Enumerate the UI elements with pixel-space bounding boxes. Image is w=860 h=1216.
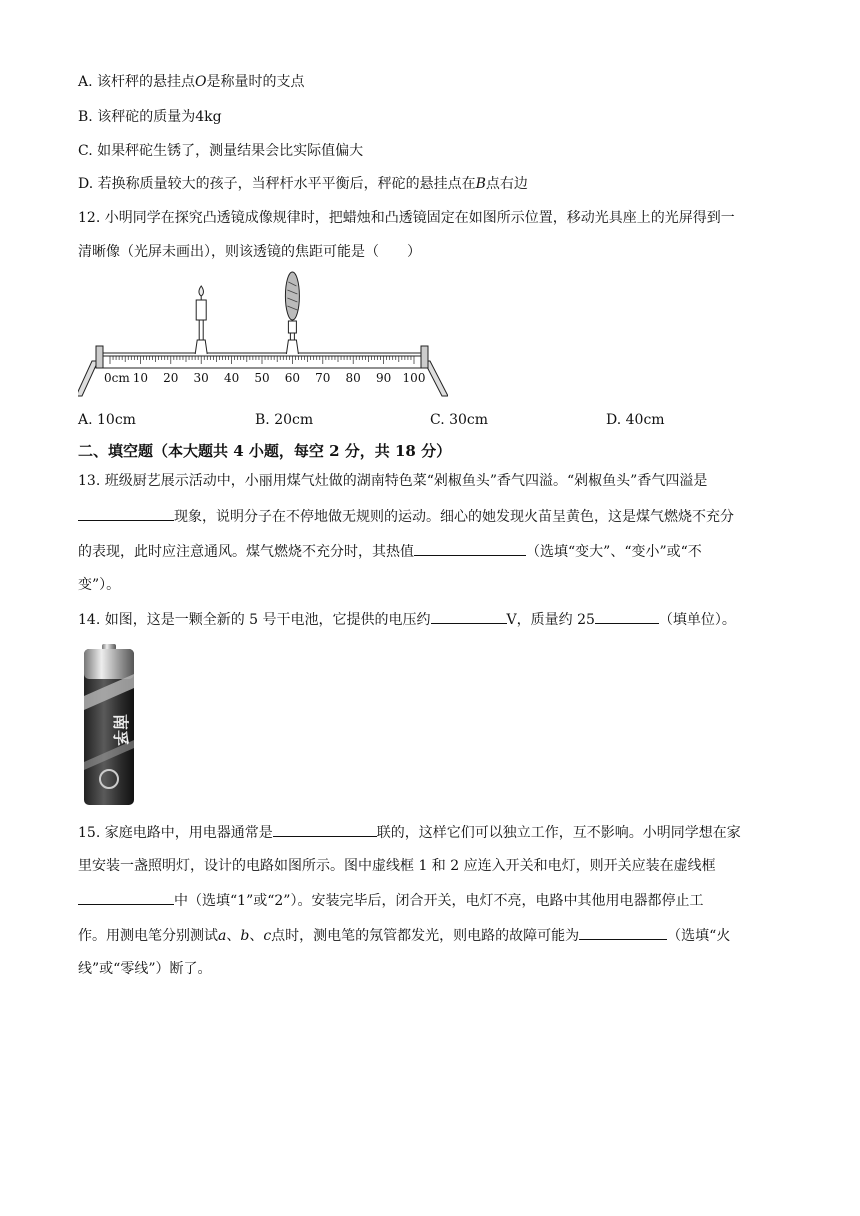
q11-option-a [78, 72, 305, 92]
scale-label: 20 [163, 371, 179, 385]
convex-lens [285, 272, 299, 354]
q15-stem-line4 [78, 925, 730, 946]
q13-line3-text-end: （选填“变大”、“变小”或“不 [526, 544, 702, 560]
lens-body [285, 272, 299, 320]
scale-label: 10 [132, 371, 149, 385]
q13-blank-1[interactable] [78, 506, 174, 521]
q11-option-c: C. 如果秤砣生锈了，测量结果会比实际值偏大 [78, 143, 364, 159]
point-b-label: B [475, 176, 486, 192]
lens-stand [286, 340, 298, 354]
q15-blank-1[interactable] [273, 822, 377, 837]
q11-option-b: B. 该秤砣的质量为4kg [78, 109, 222, 125]
q11-option-d-text: D. 若换称质量较大的孩子，当秤杆水平平衡后，秤砣的悬挂点在 [78, 176, 476, 192]
left-leg [78, 361, 98, 396]
point-a-label: a [218, 928, 227, 944]
q13-line2-text: 现象，说明分子在不停地做无规则的运动。细心的她发现火苗呈黄色，这是煤气燃烧不充分 [174, 509, 734, 525]
scale-label: 40 [223, 371, 240, 385]
candle-flame [199, 286, 204, 296]
scale-label: 50 [254, 371, 270, 385]
q15-stem-line2: 里安装一盏照明灯，设计的电路如图所示。图中虚线框 1 和 2 应连入开关和电灯，则开关应装在虚线框 [78, 858, 716, 874]
q14-blank-voltage[interactable] [431, 609, 507, 624]
q11-option-d-text-end: 点右边 [485, 176, 528, 192]
q11-option-a-text-end: 是称量时的支点 [206, 74, 305, 90]
scale-label: 100 [402, 371, 426, 385]
point-c-label: c [263, 928, 272, 944]
candle [195, 286, 207, 354]
q12-option-a: A. 10cm [78, 412, 136, 428]
q15-stem-line5: 线”或“零线”）断了。 [78, 961, 212, 977]
scale-label: 30 [193, 371, 209, 385]
battery-top-cap [84, 649, 134, 679]
battery-brand-label: 南孚 [111, 714, 130, 747]
q14-blank-unit[interactable] [595, 609, 659, 624]
q15-blank-3[interactable] [579, 925, 667, 940]
q15-stem-line1 [78, 822, 741, 843]
q15-line4-text: 作。用测电笔分别测试 [78, 928, 218, 944]
q12-option-c: C. 30cm [430, 412, 489, 428]
scale-label: 0cm [104, 371, 130, 385]
q15-blank-2[interactable] [78, 890, 174, 905]
q13-stem-line4: 变”）。 [78, 577, 121, 593]
scale-label: 90 [375, 371, 392, 385]
scale-label: 70 [315, 371, 331, 385]
q15-stem-line3 [78, 890, 703, 911]
candle-stand [195, 340, 207, 354]
section-heading-fill-in: 二、填空题（本大题共 4 小题，每空 2 分，共 18 分） [78, 442, 452, 460]
q13-blank-2[interactable] [414, 541, 526, 556]
q12-stem-line1: 12. 小明同学在探究凸透镜成像规律时，把蜡烛和凸透镜固定在如图所示位置，移动光具座上的光屏得到一 [78, 210, 735, 226]
separator: 、 [226, 928, 241, 944]
q14-text-end: （填单位）。 [658, 612, 736, 628]
scale-label: 80 [345, 371, 361, 385]
q11-option-a-text: A. 该杆秤的悬挂点 [78, 74, 196, 90]
q13-stem-line2 [78, 506, 734, 527]
left-end-post [96, 346, 103, 368]
q15-line4-text-end: （选填“火 [667, 928, 731, 944]
q11-option-d [78, 174, 528, 194]
q12-option-d: D. 40cm [606, 412, 665, 428]
q13-line3-text: 的表现，此时应注意通风。煤气燃烧不充分时，其热值 [78, 544, 414, 560]
scale-label: 60 [284, 371, 301, 385]
point-b-test-label: b [240, 928, 250, 944]
q15-line3-text: 中（选填“1”或“2”）。安装完毕后，闭合开关，电灯不亮，电路中其他用电器都停止工 [174, 893, 704, 909]
q14-text-mid: V，质量约 25 [506, 612, 595, 628]
aa-battery-photo [82, 644, 136, 806]
q13-stem-line3 [78, 541, 702, 562]
q13-stem-line1: 13. 班级厨艺展示活动中，小丽用煤气灶做的湖南特色菜“剁椒鱼头”香气四溢。“剁椒鱼头”香气四溢是 [78, 473, 708, 489]
q14-stem [78, 609, 736, 630]
optical-bench-figure [78, 268, 448, 403]
q12-option-b: B. 20cm [255, 412, 314, 428]
point-o-label: O [195, 74, 207, 90]
separator: 、 [249, 928, 264, 944]
right-end-post [421, 346, 428, 368]
q15-line4-text-mid: 点时，测电笔的氖管都发光，则电路的故障可能为 [271, 928, 580, 944]
q12-stem-line2: 清晰像（光屏未画出），则该透镜的焦距可能是（ ） [78, 244, 421, 260]
q15-line1-text-end: 联的，这样它们可以独立工作，互不影响。小明同学想在家 [376, 825, 741, 841]
scale-labels [104, 371, 425, 385]
candle-body [196, 300, 206, 320]
q14-text: 14. 如图，这是一颗全新的 5 号干电池，它提供的电压约 [78, 612, 431, 628]
q15-line1-text: 15. 家庭电路中，用电器通常是 [78, 825, 273, 841]
